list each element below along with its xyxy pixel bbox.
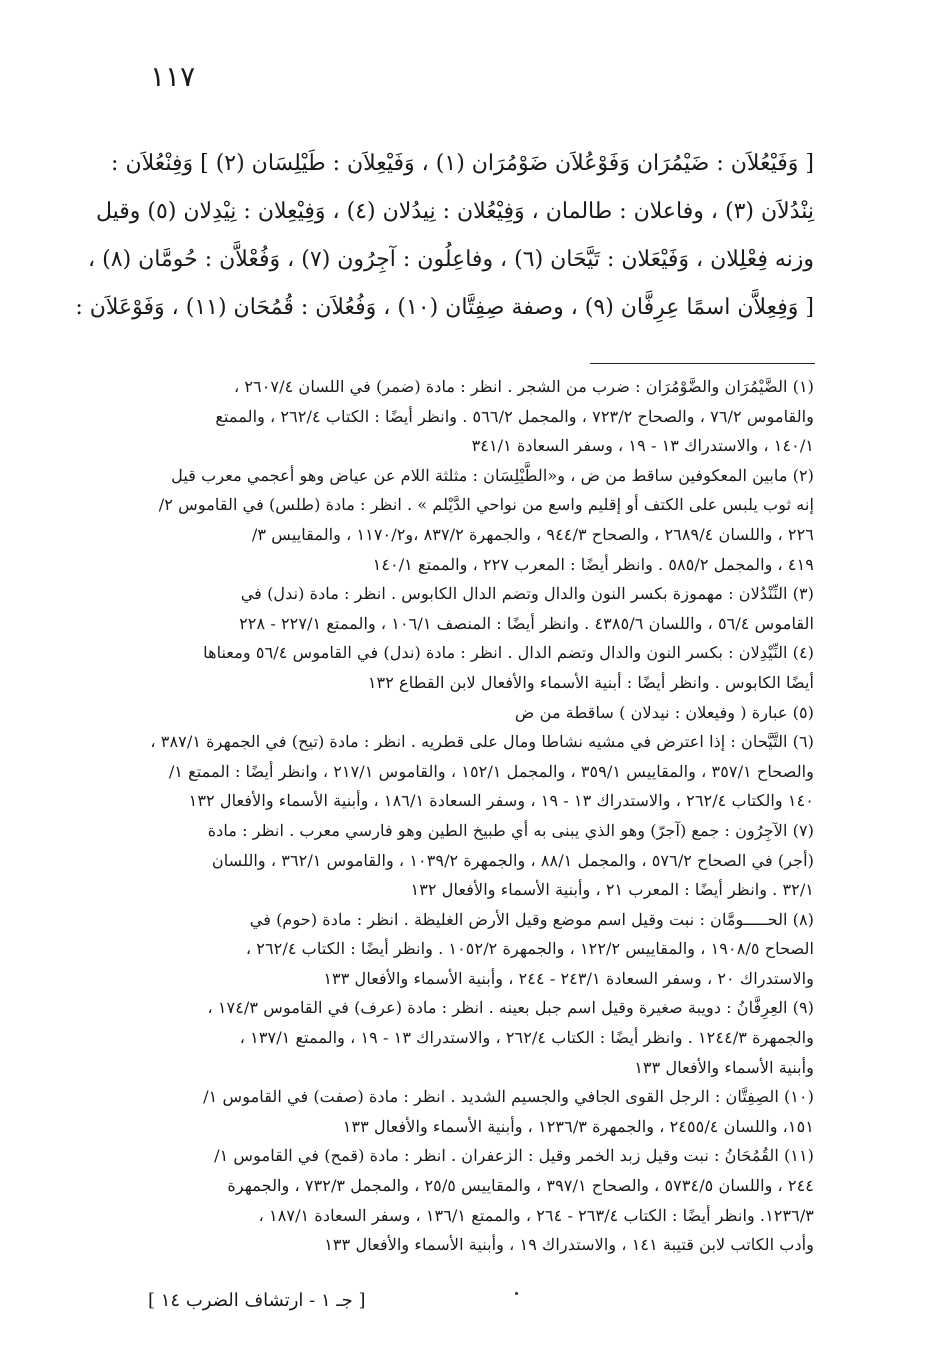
footnote-line: ١٤٠/١ ، والاستدراك ١٣ - ١٩ ، وسفر السعادة ٣٤١/١ — [471, 436, 814, 456]
main-text-line: [ وَفَيْعُلاَن : ضَيْمُرَان وَفَوْعُلاَن ضَوْمُرَان (١) ، وَفَيْعِلاَن : طَيْلِسَان (٢) ] وَفِنْعُلاَن : — [111, 151, 814, 176]
footnote-separator — [590, 363, 815, 364]
stray-mark — [515, 1292, 518, 1295]
footnote-line: وأدب الكاتب لابن قتيبة ١٤١ ، والاستدراك ١٩ ، وأبنية الأسماء والأفعال ١٣٣ — [324, 1235, 814, 1255]
footnote-line: ١٤٠ والكتاب ٢٦٢/٤ ، والاستدراك ١٣ - ١٩ ، وسفر السعادة ١٨٦/١ ، وأبنية الأسماء والأفعال ١٣٢ — [188, 791, 814, 811]
footnote-line: (٨) الحـــــومَّان : نبت وقيل اسم موضع وقيل الأرض الغليظة . انظر : مادة (حوم) في — [249, 909, 814, 929]
footnote-line: (١٠) الصِفِتَّان : الرجل القوى الجافي والجسيم الشديد . انظر : مادة (صفت) في القاموس ١/ — [203, 1087, 814, 1107]
footnote-line: ١٢٣٦/٣. وانظر أيضًا : الكتاب ٢٦٣/٤ - ٢٦٤ ، والممتع ١٣٦/١ ، وسفر السعادة ١٨٧/١ ، — [258, 1205, 814, 1225]
footnote-line: إنه ثوب يلبس على الكتف أو إقليم واسع من نواحي الدَّيْلم » . انظر : مادة (طلس) في القاموس ٢/ — [158, 495, 814, 515]
footnote-line: (٣) النِّنْدُلان : مهموزة بكسر النون والدال وتضم الدال الكابوس . انظر : مادة (ندل) في — [240, 584, 814, 604]
footnote-line: ٤١٩ ، والمجمل ٥٨٥/٢ . وانظر أيضًا : المعرب ٢٢٧ ، والممتع ١٤٠/١ — [372, 554, 814, 574]
footnote-line: والقاموس ٧٦/٢ ، والصحاح ٧٢٣/٢ ، والمجمل ٥٦٦/٢ . وانظر أيضًا : الكتاب ٢٦٢/٤ ، والممتع — [215, 406, 814, 426]
footnote-line: والصحاح ٣٥٧/١ ، والمقاييس ٣٥٩/١ ، والمجمل ١٥٢/١ ، والقاموس ٢١٧/١ ، وانظر أيضًا : الممتع ١/ — [168, 761, 814, 781]
footnote-line: أيضًا الكابوس . وانظر أيضًا : أبنية الأسماء والأفعال لابن القطاع ١٣٢ — [367, 672, 814, 692]
footnote-line: وأبنية الأسماء والأفعال ١٣٣ — [634, 1057, 814, 1077]
main-text-line: وزنه فِعْلِلان ، وَفَيْعَلان : تَيَّحَان (٦) ، وفاعِلُون : آجِرُون (٧) ، وَفُعْلاَّن : حُومَّان (٨) ، — [88, 247, 814, 272]
footnote-line: ٢٢٦ ، واللسان ٢٦٨٩/٤ ، والصحاح ٩٤٤/٣ ، والجمهرة ٨٣٧/٢ ،و١١٧٠/٢ ، والمقاييس ٣/ — [251, 524, 814, 544]
footnote-line: (٧) الآجِرُون : جمع (آجرّ) وهو الذي يبنى به أي طبيخ الطين وهو فارسي معرب . انظر : مادة — [207, 820, 814, 840]
footnote-line: (أجر) في الصحاح ٥٧٦/٢ ، والمجمل ٨٨/١ ، والجمهرة ١٠٣٩/٢ ، والقاموس ٣٦٢/١ ، واللسان — [211, 850, 814, 870]
footnote-line: (٩) العِرِفَّانُ : دويبة صغيرة وقيل اسم جبل بعينه . انظر : مادة (عرف) في القاموس ١٧٤/٣ ، — [207, 998, 814, 1018]
page-footer-signature: [ جـ ١ - ارتشاف الضرب ١٤ ] — [148, 1290, 366, 1311]
footnote-line: ١٥١، واللسان ٢٤٥٥/٤ ، والجمهرة ١٢٣٦/٣ ، وأبنية الأسماء والأفعال ١٣٣ — [342, 1116, 814, 1136]
footnote-line: (٢) مابين المعكوفين ساقط من ض ، و«الطَّيْلِسَان : مثلثة اللام عن عياض وهو أعجمي معرب قيل — [171, 465, 814, 485]
footnote-line: والاستدراك ٢٠ ، وسفر السعادة ٢٤٣/١ - ٢٤٤ ، وأبنية الأسماء والأفعال ١٣٣ — [323, 968, 814, 988]
footnote-line: (٥) عبارة ( وفيعلان : نيدلان ) ساقطة من ض — [514, 702, 814, 722]
footnote-line: القاموس ٥٦/٤ ، واللسان ٤٣٨٥/٦ . وانظر أيضًا : المنصف ١٠٦/١ ، والممتع ٢٢٧/١ - ٢٢٨ — [239, 613, 814, 633]
footnote-line: (١) الضَّيْمُرَان والضَّوْمُرَان : ضرب من الشجر . انظر : مادة (ضمر) في اللسان ٢٦٠٧/٤ ، — [233, 377, 814, 396]
main-text-line: [ وَفِعِلاَّن اسمًا عِرِفَّان (٩) ، وصفة صِفِتَّان (١٠) ، وَفُعُلاَن : قُمُحَان (١١) ، وَفَوْعَلاَن : — [75, 295, 814, 320]
footnotes-block — [128, 372, 814, 1260]
footnote-line: ٣٢/١ . وانظر أيضًا : المعرب ٢١ ، وأبنية الأسماء والأفعال ١٣٢ — [410, 880, 814, 900]
footnote-line: ٢٤٤ ، واللسان ٥٧٣٤/٥ ، والصحاح ٣٩٧/١ ، والمقاييس ٢٥/٥ ، والمجمل ٧٣٢/٣ ، والجمهرة — [227, 1176, 814, 1196]
footnote-line: (١١) القُمُحَانُ : نبت وقيل زبد الخمر وقيل : الزعفران . انظر : مادة (قمح) في القاموس ١/ — [214, 1146, 814, 1166]
footnote-line: والجمهرة ١٢٤٤/٣ . وانظر أيضًا : الكتاب ٢٦٢/٤ ، والاستدراك ١٣ - ١٩ ، والممتع ١٣٧/١ ، — [239, 1028, 814, 1048]
footnote-line: (٤) النِّيْدِلان : بكسر النون والدال وتضم الدال . انظر : مادة (ندل) في القاموس ٥٦/٤ ومعناها — [203, 643, 814, 663]
page-number: ١١٧ — [150, 60, 196, 93]
main-text-line: نِنْدُلاَن (٣) ، وفاعلان : طالمان ، وَفِيْعُلان : نِيدُلان (٤) ، وَفِيْعِلان : نِيْدِلان (٥) وقيل — [95, 199, 814, 224]
footnote-line: الصحاح ١٩٠٨/٥ ، والمقاييس ١٢٢/٢ ، والجمهرة ١٠٥٢/٢ . وانظر أيضًا : الكتاب ٢٦٢/٤ ، — [245, 939, 814, 959]
footnote-line: (٦) التَّيَّحان : إذا اعترض في مشيه نشاطا ومال على قطريه . انظر : مادة (تيح) في الجمهرة ٣٨٧/١ ، — [150, 732, 814, 752]
